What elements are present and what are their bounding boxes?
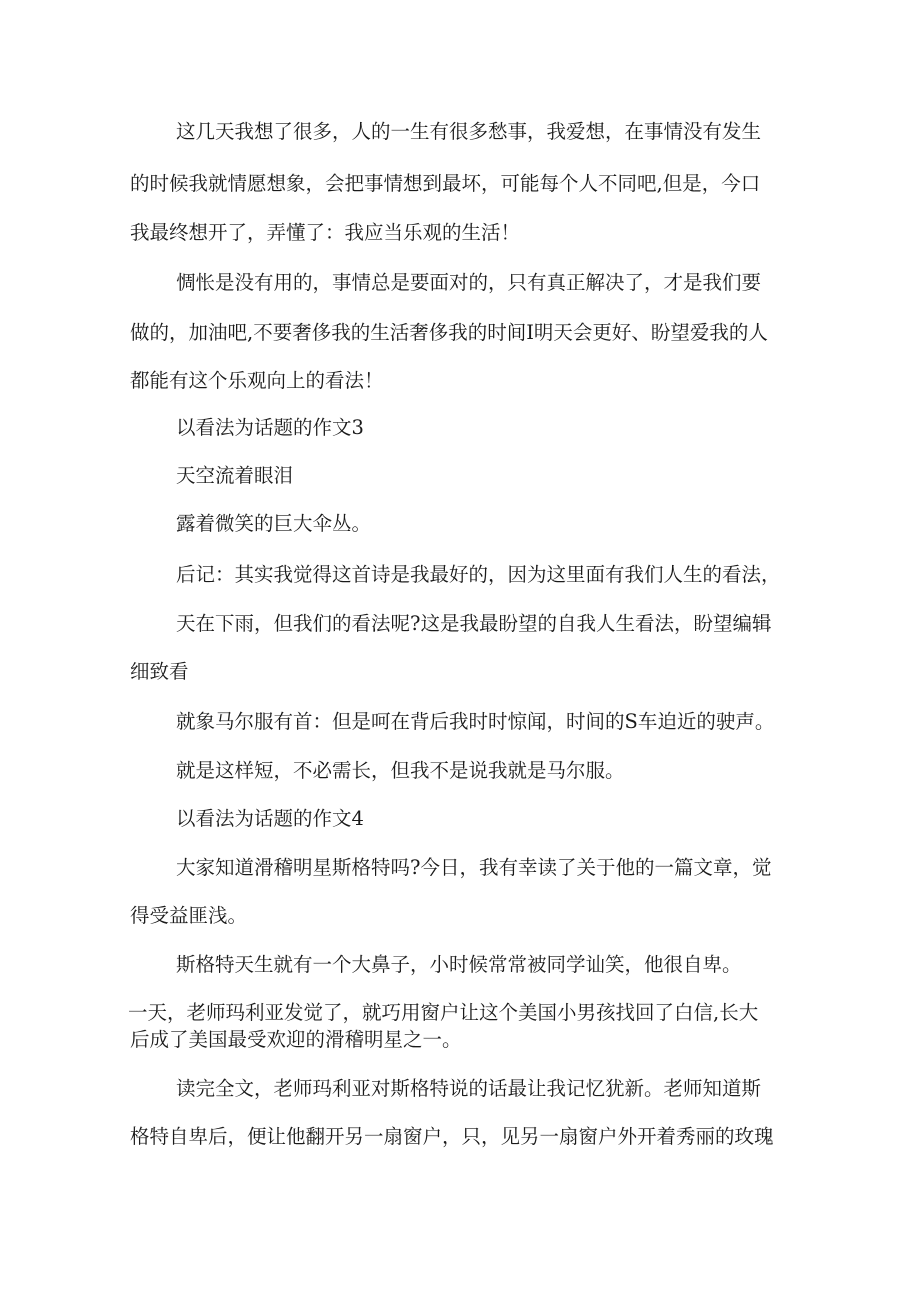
- text-line: 我最终想开了，弄懂了：我应当乐观的生活！: [130, 221, 521, 244]
- section-heading: 以看法为话题的作文3: [176, 416, 364, 439]
- section-heading: 以看法为话题的作文4: [176, 807, 364, 830]
- text-line: 后记：其实我觉得这首诗是我最好的，因为这里面有我们人生的看法，: [176, 563, 781, 586]
- text-line: 格特自卑后，便让他翻开另一扇窗户，只，见另一扇窗户外开着秀丽的玫瑰: [130, 1125, 774, 1148]
- text-line: 做的，加油吧,不要奢侈我的生活奢侈我的时间I明天会更好、盼望爱我的人: [130, 321, 768, 344]
- text-line: 天在下雨，但我们的看法呢?这是我最盼望的自我人生看法，盼望编辑: [176, 612, 772, 635]
- text-line: 这几天我想了很多，人的一生有很多愁事，我爱想，在事情没有发生: [176, 120, 762, 143]
- text-line: 斯格特天生就有一个大鼻子，小时候常常被同学讪笑，他很自卑。: [176, 953, 742, 976]
- text-line: 的时候我就情愿想象，会把事情想到最坏，可能每个人不同吧,但是，今口: [130, 172, 761, 195]
- poem-line: 露着微笑的巨大伞丛。: [176, 512, 372, 535]
- text-line: 大家知道滑稽明星斯格特吗?今日，我有幸读了关于他的一篇文章，觉: [176, 856, 772, 879]
- text-line: 就是这样短，不必需长，但我不是说我就是马尔服。: [176, 759, 625, 782]
- text-line: 细致看: [130, 660, 189, 683]
- text-line: 一天，老师玛利亚发觉了，就巧用窗户让这个美国小男孩找回了白信,长大: [128, 1001, 759, 1024]
- text-line: 就象马尔服有首：但是呵在背后我时时惊闻，时间的S车迫近的驶声。: [176, 710, 775, 733]
- text-line: 后成了美国最受欢迎的滑稽明星之一。: [130, 1028, 462, 1051]
- text-line: 惆怅是没有用的，事情总是要面对的，只有真正解决了，才是我们要: [176, 271, 762, 294]
- poem-line: 天空流着眼泪: [176, 464, 294, 487]
- text-line: 读完全文，老师玛利亚对斯格特说的话最让我记忆犹新。老师知道斯: [176, 1077, 762, 1100]
- text-line: 得受益匪浅。: [130, 904, 248, 927]
- text-line: 都能有这个乐观向上的看法！: [130, 369, 384, 392]
